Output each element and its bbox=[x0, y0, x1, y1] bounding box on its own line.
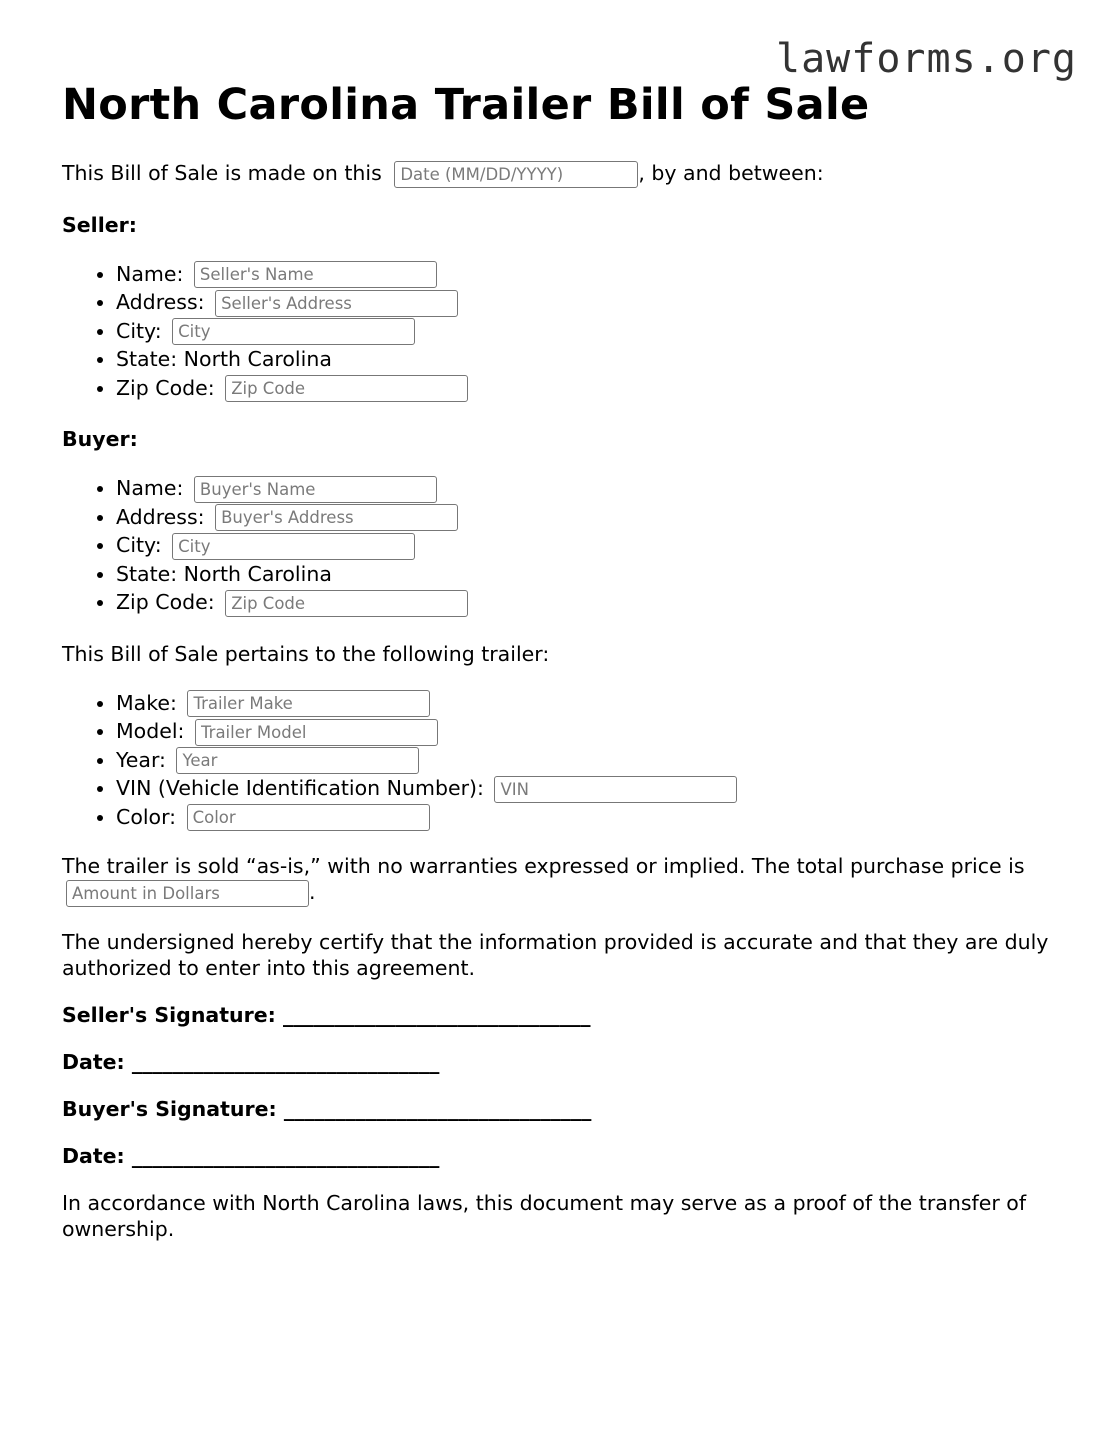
buyer-signature-line: Buyer's Signature: ______________________________ bbox=[62, 1096, 592, 1121]
trailer-model-input[interactable] bbox=[195, 719, 438, 746]
seller-city-label: City: bbox=[116, 318, 162, 343]
trailer-color-label: Color: bbox=[116, 804, 177, 829]
list-item bbox=[116, 531, 1052, 560]
list-item bbox=[116, 503, 1052, 532]
purchase-price-input[interactable] bbox=[66, 880, 309, 907]
list-item bbox=[116, 717, 1052, 746]
seller-date-line: Date: ______________________________ bbox=[62, 1049, 440, 1074]
as-is-text: The trailer is sold “as-is,” with no warranties expressed or implied. The total purchase price is bbox=[62, 854, 1025, 878]
bill-of-sale-document bbox=[62, 78, 1052, 1242]
seller-zip-label: Zip Code: bbox=[116, 375, 215, 400]
seller-state-text: State: North Carolina bbox=[116, 347, 332, 371]
watermark-logo: lawforms.org bbox=[776, 36, 1077, 82]
buyer-zip-input[interactable] bbox=[225, 590, 468, 617]
seller-address-label: Address: bbox=[116, 290, 205, 314]
trailer-vin-label: VIN (Vehicle Identification Number): bbox=[116, 776, 484, 800]
list-item bbox=[116, 317, 1052, 346]
intro-tail: , by and between: bbox=[638, 161, 824, 185]
trailer-make-label: Make: bbox=[116, 690, 177, 715]
trailer-color-input[interactable] bbox=[187, 804, 430, 831]
closing-paragraph: In accordance with North Carolina laws, this document may serve as a proof of the transfer of ownership. bbox=[62, 1190, 1027, 1241]
buyer-name-label: Name: bbox=[116, 476, 184, 500]
certification-paragraph: The undersigned hereby certify that the information provided is accurate and that they are duly authorized to enter into this agreement. bbox=[62, 929, 1049, 980]
as-is-tail: . bbox=[309, 880, 316, 904]
seller-city-input[interactable] bbox=[172, 318, 415, 345]
trailer-intro: This Bill of Sale pertains to the following trailer: bbox=[62, 641, 550, 666]
buyer-address-label: Address: bbox=[116, 504, 205, 529]
trailer-list bbox=[62, 689, 1052, 832]
list-item bbox=[116, 746, 1052, 775]
buyer-date-line: Date: ______________________________ bbox=[62, 1143, 440, 1168]
seller-zip-input[interactable] bbox=[225, 375, 468, 402]
buyer-zip-label: Zip Code: bbox=[116, 590, 215, 614]
buyer-city-input[interactable] bbox=[172, 533, 415, 560]
buyer-address-input[interactable] bbox=[215, 504, 458, 531]
buyer-heading: Buyer: bbox=[62, 427, 138, 451]
page-title: North Carolina Trailer Bill of Sale bbox=[62, 80, 870, 130]
trailer-make-input[interactable] bbox=[187, 690, 430, 717]
list-item bbox=[116, 345, 1052, 374]
list-item bbox=[116, 560, 1052, 589]
list-item bbox=[116, 588, 1052, 617]
list-item bbox=[116, 774, 1052, 803]
seller-signature-line: Seller's Signature: ______________________________ bbox=[62, 1002, 591, 1027]
list-item bbox=[116, 260, 1052, 289]
buyer-list bbox=[62, 474, 1052, 617]
seller-heading: Seller: bbox=[62, 212, 137, 237]
list-item bbox=[116, 474, 1052, 503]
trailer-model-label: Model: bbox=[116, 719, 185, 743]
seller-address-input[interactable] bbox=[215, 290, 458, 317]
seller-name-label: Name: bbox=[116, 261, 184, 286]
trailer-vin-input[interactable] bbox=[494, 776, 737, 803]
list-item bbox=[116, 689, 1052, 718]
buyer-name-input[interactable] bbox=[194, 476, 437, 503]
sale-date-input[interactable] bbox=[394, 161, 638, 188]
buyer-city-label: City: bbox=[116, 533, 162, 557]
trailer-year-label: Year: bbox=[116, 747, 166, 772]
intro-text: This Bill of Sale is made on this bbox=[62, 161, 382, 185]
seller-name-input[interactable] bbox=[194, 261, 437, 288]
list-item bbox=[116, 803, 1052, 832]
buyer-state-text: State: North Carolina bbox=[116, 561, 332, 586]
seller-list bbox=[62, 260, 1052, 403]
as-is-paragraph bbox=[62, 853, 1052, 907]
trailer-year-input[interactable] bbox=[176, 747, 419, 774]
intro-paragraph bbox=[62, 160, 1052, 188]
list-item bbox=[116, 374, 1052, 403]
list-item bbox=[116, 288, 1052, 317]
